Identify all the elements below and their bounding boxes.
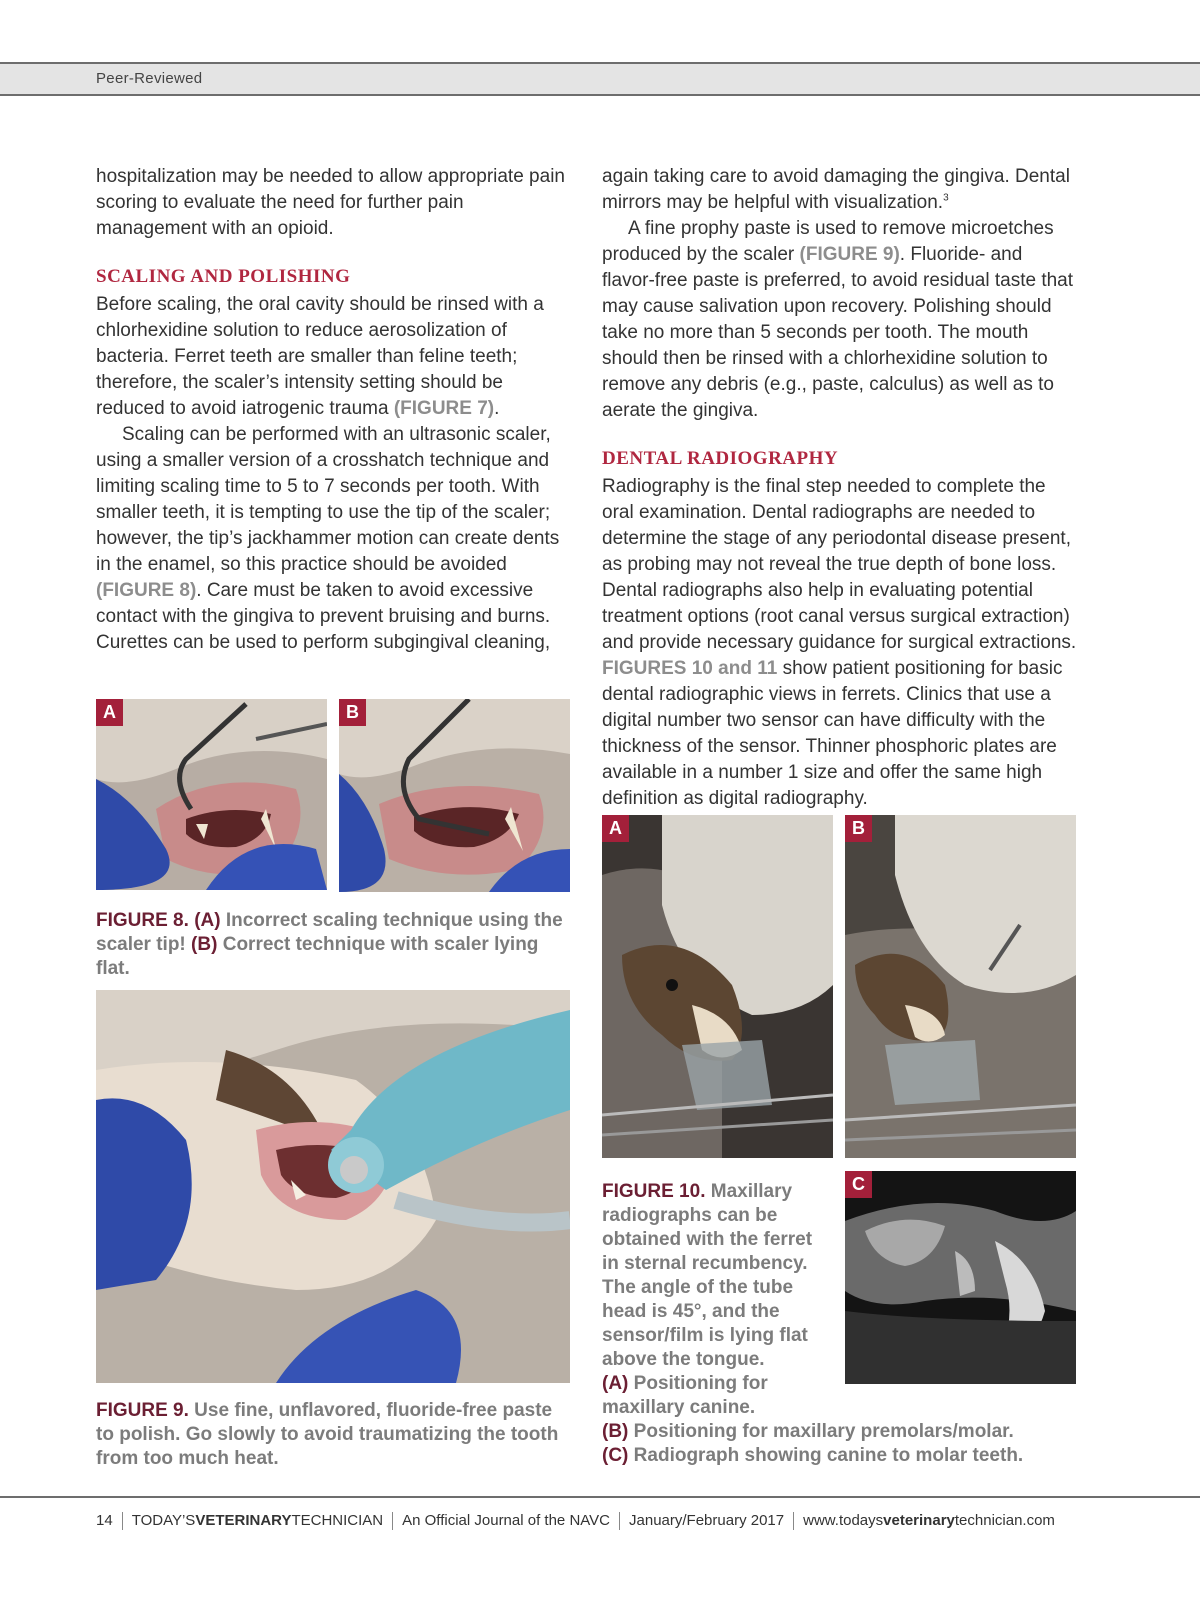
- caption-text: Correct technique with scaler lying flat.: [96, 934, 539, 979]
- figure9-caption: [96, 1399, 571, 1471]
- page-footer: [96, 1512, 1055, 1530]
- paragraph-text: show patient positioning for basic dental radiographic views in ferrets. Clinics that use a digital number two sensor can have difficulty with the thickness of the sensor. Thinner phosphoric plates are available in a number 1 size and offer the same high definition as digital radiography.: [602, 658, 1063, 809]
- paragraph: hospitalization may be needed to allow appropriate pain scoring to evaluate the need for further pain management with an opioid.: [96, 166, 565, 239]
- paragraph-text: .: [494, 398, 500, 419]
- figure9-photo: [96, 990, 570, 1383]
- header-band: [0, 62, 1200, 96]
- figure10-photo-b: [845, 815, 1076, 1158]
- caption-text: Positioning for maxillary premolars/molar.: [628, 1421, 1014, 1442]
- panel-letter: (A): [194, 910, 221, 931]
- panel-letter: (B): [602, 1421, 629, 1442]
- panel-label-a: A: [96, 699, 123, 726]
- journal-name-part: TODAY’S: [131, 1512, 196, 1529]
- journal-tagline: An Official Journal of the NAVC: [402, 1512, 611, 1529]
- panel-label-a: A: [602, 815, 629, 842]
- paragraph: [602, 164, 1077, 216]
- paragraph-text: . Care must be taken to avoid excessive contact with the gingiva to prevent bruising and burns. Curettes can be used to perform subgingival cleaning,: [96, 580, 551, 653]
- website-link[interactable]: [803, 1512, 1055, 1529]
- paragraph-text: . Fluoride- and flavor-free paste is preferred, to avoid residual taste that may cause salivation upon recovery. Polishing should take no more than 5 seconds per tooth. The mouth should then be rinsed with a chlorhexidine solution to remove any debris (e.g., paste, calculus) as well as to aerate the gingiva.: [602, 244, 1074, 421]
- journal-name-part: VETERINARY: [195, 1512, 292, 1529]
- caption-text: Radiograph showing canine to molar teeth.: [628, 1445, 1024, 1466]
- paragraph-text: Scaling can be performed with an ultrasonic scaler, using a smaller version of a crosshatch technique and limiting scaling time to 5 to 7 seconds per tooth. With smaller teeth, it is tempting to use the tip of the scaler; however, the tip’s jackhammer motion can create dents in the enamel, so this practice should be avoided: [96, 424, 560, 575]
- panel-letter: (C): [602, 1445, 629, 1466]
- figure8-photo-b: [339, 699, 570, 892]
- paragraph-text: Before scaling, the oral cavity should be rinsed with a chlorhexidine solution to reduce aerosolization of bacteria. Ferret teeth are smaller than feline teeth; therefore, the scaler’s intensity setting should be reduced to avoid iatrogenic trauma: [96, 294, 544, 419]
- right-column: [602, 164, 1077, 812]
- panel-label-c: C: [845, 1171, 872, 1198]
- paragraph: [96, 292, 571, 422]
- radiograph-image: [845, 1171, 1076, 1384]
- footer-divider: [0, 1496, 1200, 1498]
- url-part: veterinary: [883, 1512, 955, 1529]
- footer-separator: [619, 1512, 620, 1530]
- paragraph: [602, 216, 1077, 424]
- issue-date: January/February 2017: [629, 1512, 785, 1529]
- panel-letter: (B): [191, 934, 218, 955]
- figure-reference[interactable]: FIGURES 10 and 11: [602, 658, 778, 679]
- paragraph-text: again taking care to avoid damaging the gingiva. Dental mirrors may be helpful with visualization.: [602, 166, 1070, 213]
- journal-name-part: TECHNICIAN: [291, 1512, 384, 1529]
- figure8-photo-a: [96, 699, 327, 890]
- url-part: technician.com: [954, 1512, 1055, 1529]
- caption-text: Use fine, unflavored, fluoride-free paste to polish. Go slowly to avoid traumatizing the tooth from too much heat.: [96, 1400, 559, 1469]
- paragraph-text: Radiography is the final step needed to complete the oral examination. Dental radiographs are needed to determine the stage of any periodontal disease present, as probing may not reveal the true depth of bone loss. Dental radiographs also help in evaluating potential treatment options (root canal versus surgical extraction) and provide necessary guidance for surgical extractions.: [602, 476, 1077, 653]
- panel-letter: (A): [602, 1373, 629, 1394]
- journal-name: [132, 1512, 383, 1529]
- ferret-polishing-image: [96, 990, 570, 1383]
- ferret-mouth-image: [96, 699, 327, 890]
- caption-text: Incorrect scaling technique using the scaler tip!: [96, 910, 563, 955]
- figure-reference[interactable]: (FIGURE 7): [393, 398, 495, 419]
- footer-separator: [392, 1512, 393, 1530]
- panel-label-b: B: [845, 815, 872, 842]
- citation-superscript: 3: [943, 192, 949, 204]
- ferret-positioning-image: [845, 815, 1076, 1158]
- footer-separator: [122, 1512, 123, 1530]
- section-heading-scaling: SCALING AND POLISHING: [96, 266, 351, 287]
- footer-separator: [793, 1512, 794, 1530]
- section-label: Peer-Reviewed: [96, 70, 203, 87]
- figure-number: FIGURE 10.: [602, 1181, 706, 1202]
- figure10-photo-c: [845, 1171, 1076, 1384]
- caption-text: Maxillary radiographs can be obtained with the ferret in sternal recumbency. The angle of the tube head is 45°, and the sensor/film is lying flat above the tongue.: [602, 1181, 813, 1370]
- figure-number: FIGURE 8.: [96, 910, 189, 931]
- figure10-caption: [602, 1180, 824, 1420]
- caption-text: Positioning for maxillary canine.: [602, 1373, 768, 1418]
- figure8-caption: [96, 909, 571, 981]
- paragraph: [602, 474, 1077, 812]
- figure10-photo-a: [602, 815, 833, 1158]
- paragraph: [96, 422, 571, 656]
- url-part: www.todays: [803, 1512, 884, 1529]
- left-column: [96, 164, 571, 656]
- section-heading-radiography: DENTAL RADIOGRAPHY: [602, 448, 839, 469]
- ferret-positioning-image: [602, 815, 833, 1158]
- page-number: 14: [96, 1512, 113, 1529]
- figure-reference[interactable]: (FIGURE 9): [799, 244, 900, 265]
- figure-reference[interactable]: (FIGURE 8): [96, 580, 197, 601]
- ferret-mouth-image: [339, 699, 570, 892]
- panel-label-b: B: [339, 699, 366, 726]
- figure10-caption-continued: [602, 1420, 1077, 1468]
- paragraph-text: A fine prophy paste is used to remove microetches produced by the scaler: [602, 218, 1054, 265]
- figure-number: FIGURE 9.: [96, 1400, 189, 1421]
